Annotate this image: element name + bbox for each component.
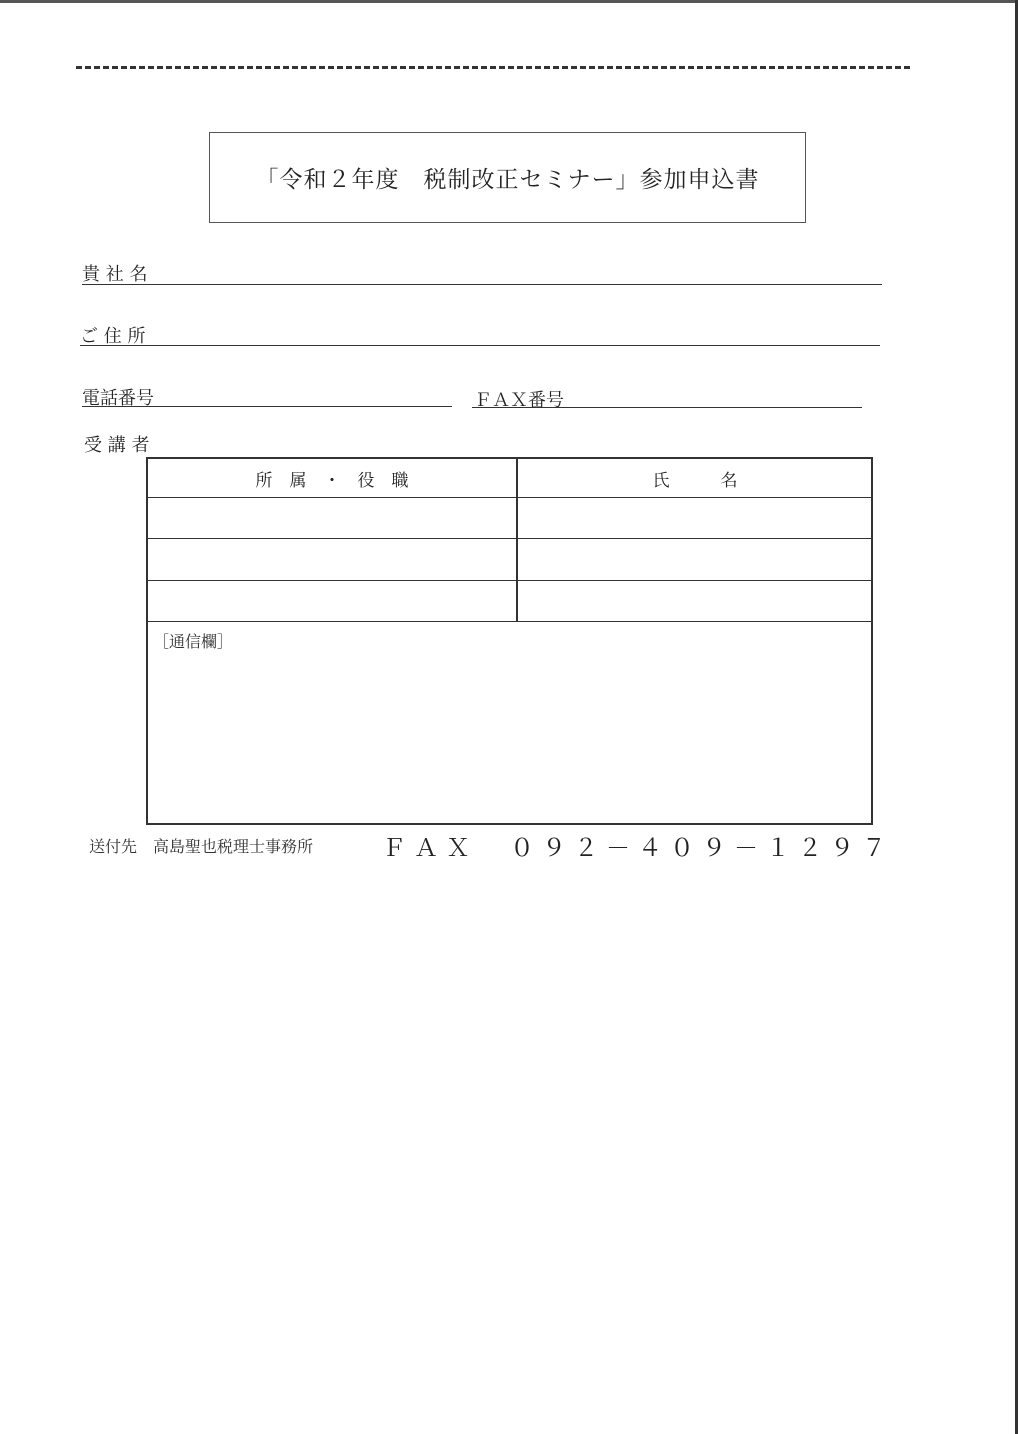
name-cell[interactable] [518,582,872,622]
attendee-table [146,457,873,825]
name-cell[interactable] [518,499,872,539]
company-name-line[interactable] [82,284,882,285]
company-name-label: 貴 社 名 [82,264,148,285]
header-divider [148,497,871,498]
address-label: ご 住 所 [80,326,146,347]
department-cell[interactable] [148,499,516,539]
memo-area[interactable] [148,623,871,823]
phone-line[interactable] [82,406,452,407]
address-line[interactable] [80,345,880,346]
title-box [209,132,806,223]
cut-line [76,66,910,69]
row-divider [148,580,871,581]
memo-label: ［通信欄］ [153,632,234,651]
name-header: 氏 名 [652,470,738,491]
fax-number: ＦＡＸ ０９２－４０９－１２９７ [382,834,894,862]
department-header: 所 属 ・ 役 職 [255,470,409,491]
phone-label: 電話番号 [82,388,154,409]
destination-label: 送付先 高島聖也税理士事務所 [89,837,314,856]
form-title: 「令和２年度 税制改正セミナー」参加申込書 [255,167,760,193]
page-edge-top [0,0,1018,3]
fax-label: ＦＡＸ番号 [474,390,564,411]
fax-line[interactable] [472,407,862,408]
attendees-label: 受 講 者 [84,435,150,456]
department-cell[interactable] [148,540,516,580]
name-cell[interactable] [518,540,872,580]
department-cell[interactable] [148,582,516,622]
